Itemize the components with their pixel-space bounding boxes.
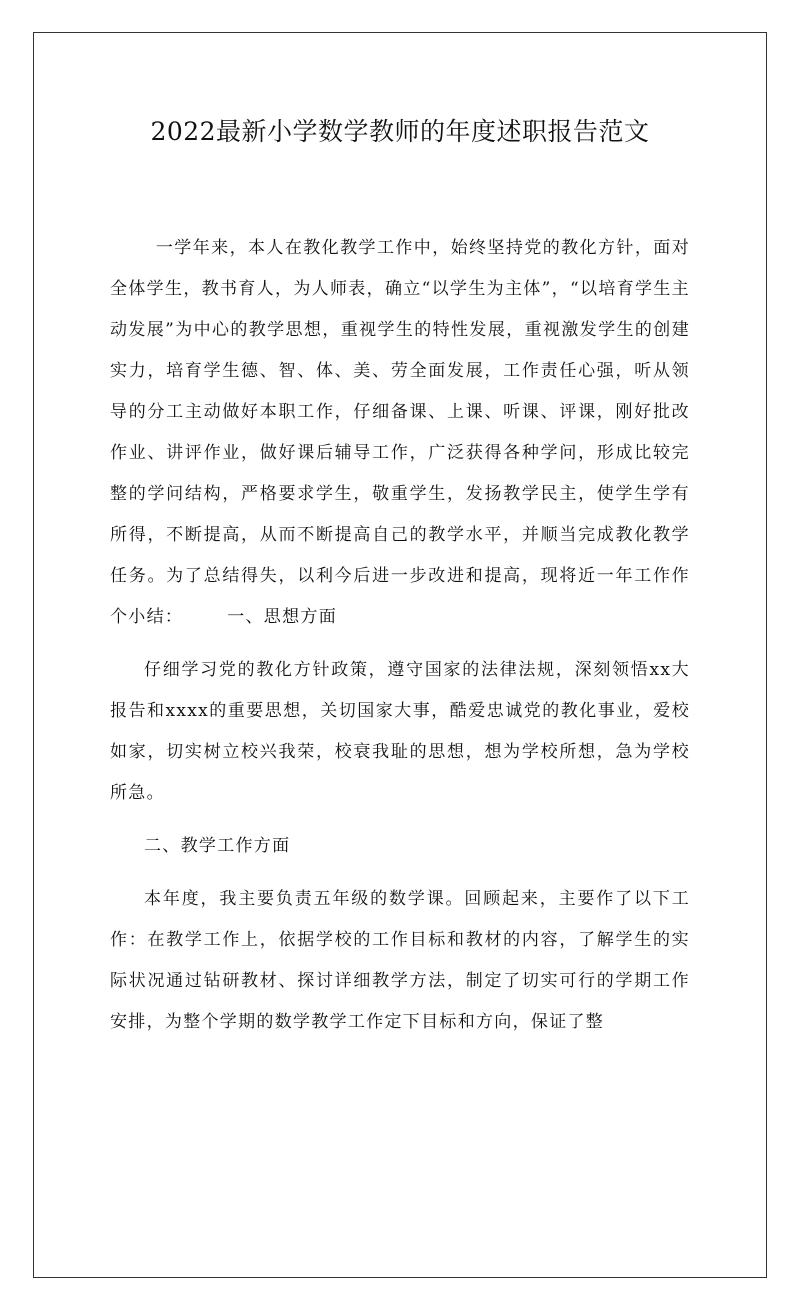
paragraph-intro — [110, 228, 690, 638]
paragraph-ideology: 仔细学习党的教化方针政策，遵守国家的法律法规，深刻领悟xx大报告和xxxx的重要思想，关切国家大事，酷爱忠诚党的教化事业，爱校如家，切实树立校兴我荣，校衰我耻的思想，想为学校所想，急为学校所急。 — [110, 660, 690, 803]
document-title: 2022最新小学数学教师的年度述职报告范文 — [150, 117, 650, 146]
paragraph-intro-text: 一学年来，本人在教化教学工作中，始终坚持党的教化方针，面对全体学生，教书育人，为人师表，确立“以学生为主体”，“以培育学生主动发展”为中心的教学思想，重视学生的特性发展，重视激发学生的创建实力，培育学生德、智、体、美、劳全面发展，工作责任心强，听从领导的分工主动做好本职工作，仔细备课、上课、听课、评课，刚好批改作业、讲评作业，做好课后辅导工作，广泛获得各种学问，形成比较完整的学问结构，严格要求学生，敬重学生，发扬教学民主，使学生学有所得，不断提高，从而不断提高自己的教学水平，并顺当完成教化教学任务。为了总结得失，以利今后进一步改进和提高，现将近一年工作作个小结： — [110, 238, 690, 627]
document-body — [110, 228, 690, 1055]
section-heading-1: 一、思想方面 — [227, 607, 338, 627]
paragraph-teaching: 本年度，我主要负责五年级的数学课。回顾起来，主要作了以下工作：在教学工作上，依据学校的工作目标和教材的内容，了解学生的实际状况通过钻研教材、探讨详细教学方法，制定了切实可行的学期工作安排，为整个学期的数学教学工作定下目标和方向，保证了整 — [110, 889, 690, 1032]
section-heading-2: 二、教学工作方面 — [144, 836, 291, 856]
